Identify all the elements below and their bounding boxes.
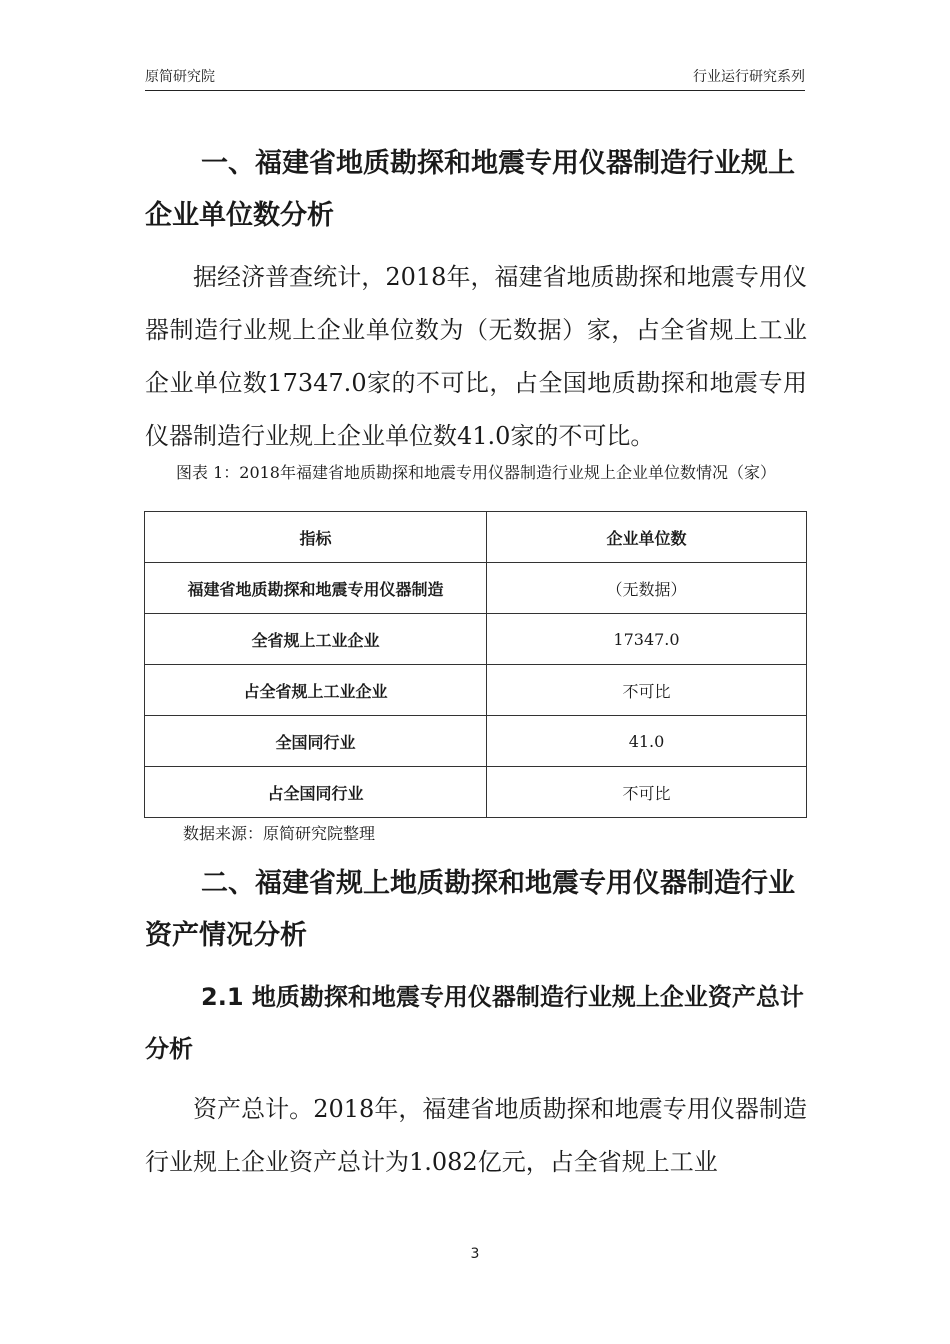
table-row-label: 占全省规上工业企业	[145, 665, 487, 716]
page-number: 3	[470, 1246, 480, 1262]
section2-title: 二、福建省规上地质勘探和地震专用仪器制造行业资产情况分析	[145, 868, 795, 951]
table-row-label: 全国同行业	[145, 716, 487, 767]
table-header-indicator: 指标	[145, 512, 487, 563]
section1-title: 一、福建省地质勘探和地震专用仪器制造行业规上企业单位数分析	[145, 148, 795, 231]
table-header-count: 企业单位数	[487, 512, 807, 563]
table-header-row	[145, 512, 807, 563]
table-row-value: 41.0	[487, 716, 807, 767]
header-series-name: 行业运行研究系列	[693, 69, 805, 85]
page-header	[145, 64, 805, 91]
table-row	[145, 614, 807, 665]
table-row-label: 福建省地质勘探和地震专用仪器制造	[145, 563, 487, 614]
table-row-label: 占全国同行业	[145, 767, 487, 818]
table-row-label: 全省规上工业企业	[145, 614, 487, 665]
section2-subtitle: 2.1 地质勘探和地震专用仪器制造行业规上企业资产总计分析	[145, 983, 804, 1063]
section1-paragraph: 据经济普查统计，2018年，福建省地质勘探和地震专用仪器制造行业规上企业单位数为（无数据）家，占全省规上工业企业单位数17347.0家的不可比，占全国地质勘探和地震专用仪器制造行业规上企业单位数41.0家的不可比。	[145, 263, 807, 450]
table-row-value: 17347.0	[487, 614, 807, 665]
table-row-value: 不可比	[487, 767, 807, 818]
table-row	[145, 665, 807, 716]
table-row	[145, 563, 807, 614]
enterprise-count-table	[144, 511, 807, 818]
table-row	[145, 767, 807, 818]
table-row-value: （无数据）	[487, 563, 807, 614]
table1-caption: 图表 1：2018年福建省地质勘探和地震专用仪器制造行业规上企业单位数情况（家）	[176, 463, 776, 482]
table-row	[145, 716, 807, 767]
table1-source: 数据来源：原简研究院整理	[183, 824, 376, 843]
table-row-value: 不可比	[487, 665, 807, 716]
header-org-name: 原简研究院	[145, 69, 215, 85]
section2-paragraph: 资产总计。2018年，福建省地质勘探和地震专用仪器制造行业规上企业资产总计为1.082亿元，占全省规上工业	[145, 1095, 807, 1176]
